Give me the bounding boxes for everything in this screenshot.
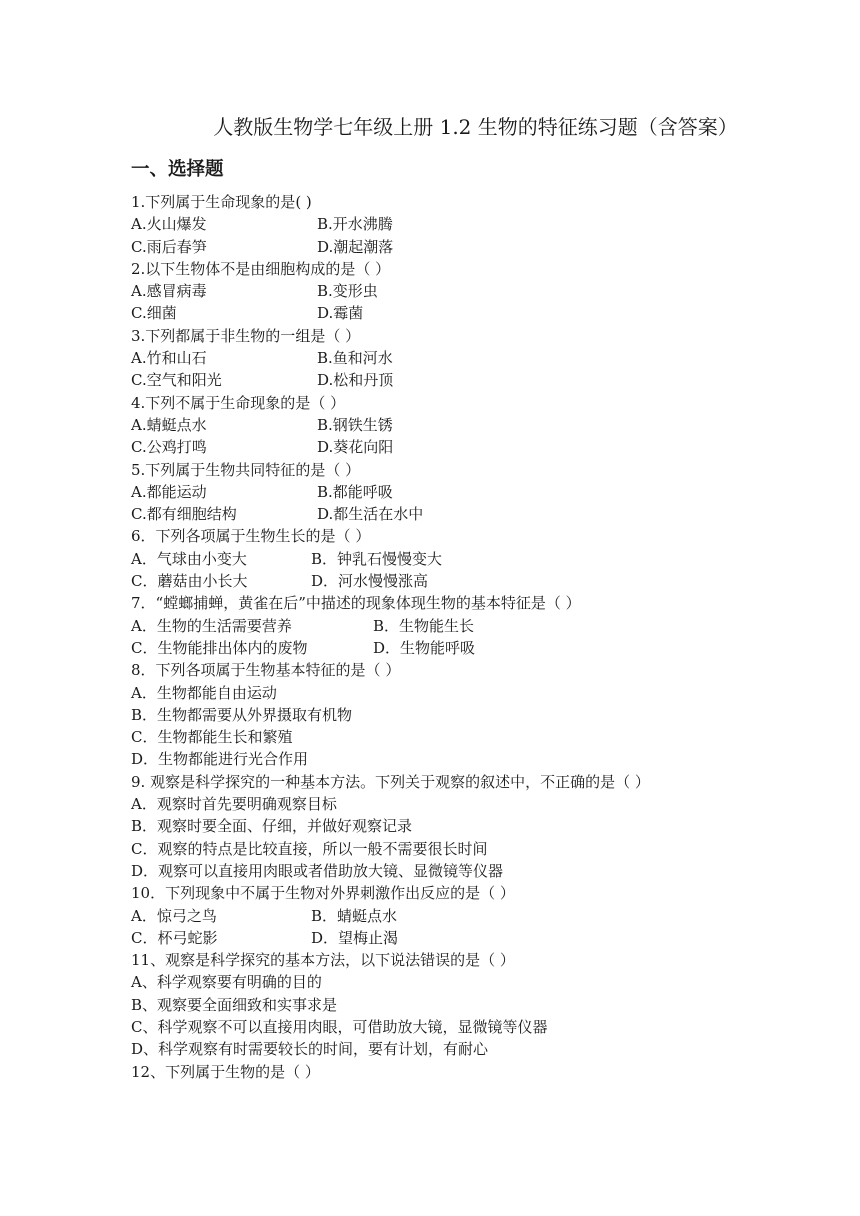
option-row: [131, 414, 800, 436]
option-label: A.蜻蜓点水: [131, 415, 207, 434]
option-label: A．气球由小变大: [131, 549, 247, 568]
question-stem: 8．下列各项属于生物基本特征的是（ ）: [131, 661, 401, 680]
option-label: C.都有细胞结构: [131, 505, 237, 524]
option-label: D、科学观察有时需要较长的时间，要有计划，有耐心: [131, 1040, 489, 1059]
option-row: [131, 548, 800, 570]
option-label: B．生物能生长: [373, 616, 475, 635]
option-label: D.葵花向阳: [317, 438, 394, 457]
option-label: D．河水慢慢涨高: [311, 572, 429, 591]
document-title: 人教版生物学七年级上册 1.2 生物的特征练习题（含答案）: [213, 115, 738, 139]
option-label: D．生物能呼吸: [373, 638, 476, 657]
question-item: [131, 882, 800, 949]
question-item: [131, 592, 800, 659]
option-label: A．生物的生活需要营养: [131, 616, 292, 635]
question-stem: 5.下列属于生物共同特征的是（ ）: [131, 460, 361, 479]
question-stem: 10．下列现象中不属于生物对外界刺激作出反应的是（ ）: [131, 884, 515, 903]
option-label: B.钢铁生锈: [317, 415, 393, 434]
question-stem: 6．下列各项属于生物生长的是（ ）: [131, 527, 371, 546]
option-row: [131, 436, 800, 458]
question-stem: 7．“螳螂捕蝉，黄雀在后”中描述的现象体现生物的基本特征是（ ）: [131, 594, 581, 613]
option-label: A．惊弓之鸟: [131, 906, 217, 925]
option-label: B．蜻蜓点水: [311, 906, 398, 925]
question-item: [131, 949, 800, 1060]
option-label: C.公鸡打鸣: [131, 438, 207, 457]
option-label: A.感冒病毒: [131, 282, 207, 301]
option-label: B.变形虫: [317, 282, 378, 301]
option-label: B．观察时要全面、仔细，并做好观察记录: [131, 817, 413, 836]
option-label: A.火山爆发: [131, 215, 207, 234]
option-row: [131, 927, 800, 949]
option-label: C、科学观察不可以直接用肉眼，可借助放大镜，显微镜等仪器: [131, 1017, 548, 1036]
question-stem: 4.下列不属于生命现象的是（ ）: [131, 393, 346, 412]
option-row: [131, 280, 800, 302]
question-list: [131, 191, 800, 1083]
option-row: [131, 615, 800, 637]
option-label: D.潮起潮落: [317, 237, 394, 256]
option-label: C．杯弓蛇影: [131, 928, 218, 947]
question-item: [131, 325, 800, 392]
question-item: [131, 258, 800, 325]
option-row: [131, 347, 800, 369]
option-row: [131, 570, 800, 592]
question-stem: 12、下列属于生物的是（ ）: [131, 1062, 320, 1081]
option-label: B.鱼和河水: [317, 349, 393, 368]
option-row: [131, 503, 800, 525]
question-item: [131, 771, 800, 882]
option-label: B．生物都需要从外界摄取有机物: [131, 705, 353, 724]
option-label: D．望梅止渴: [311, 928, 399, 947]
option-label: D.霉菌: [317, 304, 364, 323]
option-label: A、科学观察要有明确的目的: [131, 973, 322, 992]
option-label: D.松和丹顶: [317, 371, 394, 390]
question-item: [131, 459, 800, 526]
option-label: C.细菌: [131, 304, 177, 323]
option-label: C．蘑菇由小长大: [131, 572, 248, 591]
option-label: D．观察可以直接用肉眼或者借助放大镜、显微镜等仪器: [131, 861, 504, 880]
question-stem: 9. 观察是科学探究的一种基本方法。下列关于观察的叙述中，不正确的是（ ）: [131, 772, 650, 791]
option-label: A．生物都能自由运动: [131, 683, 277, 702]
option-label: A．观察时首先要明确观察目标: [131, 795, 337, 814]
option-label: B、观察要全面细致和实事求是: [131, 995, 338, 1014]
option-row: [131, 236, 800, 258]
question-stem: 1.下列属于生命现象的是( ): [131, 193, 312, 211]
option-row: [131, 905, 800, 927]
option-label: A.都能运动: [131, 482, 207, 501]
question-stem: 11、观察是科学探究的基本方法，以下说法错误的是（ ）: [131, 951, 515, 970]
option-label: B．钟乳石慢慢变大: [311, 549, 443, 568]
option-label: C．生物都能生长和繁殖: [131, 728, 293, 747]
question-item: [131, 1061, 800, 1083]
option-label: D.都生活在水中: [317, 505, 424, 524]
question-item: [131, 659, 800, 770]
option-label: B.开水沸腾: [317, 215, 393, 234]
option-label: C．观察的特点是比较直接，所以一般不需要很长时间: [131, 839, 488, 858]
option-row: [131, 481, 800, 503]
option-label: A.竹和山石: [131, 349, 207, 368]
question-item: [131, 392, 800, 459]
option-label: C.空气和阳光: [131, 371, 222, 390]
option-row: [131, 637, 800, 659]
question-item: [131, 525, 800, 592]
option-row: [131, 213, 800, 235]
option-row: [131, 369, 800, 391]
option-label: B.都能呼吸: [317, 482, 393, 501]
option-label: C．生物能排出体内的废物: [131, 638, 308, 657]
question-item: [131, 191, 800, 258]
section-heading: 一、选择题: [131, 159, 224, 180]
question-stem: 2.以下生物体不是由细胞构成的是（ ）: [131, 259, 391, 278]
option-label: D．生物都能进行光合作用: [131, 750, 309, 769]
option-label: C.雨后春笋: [131, 237, 207, 256]
option-row: [131, 302, 800, 324]
question-stem: 3.下列都属于非生物的一组是（ ）: [131, 326, 361, 345]
